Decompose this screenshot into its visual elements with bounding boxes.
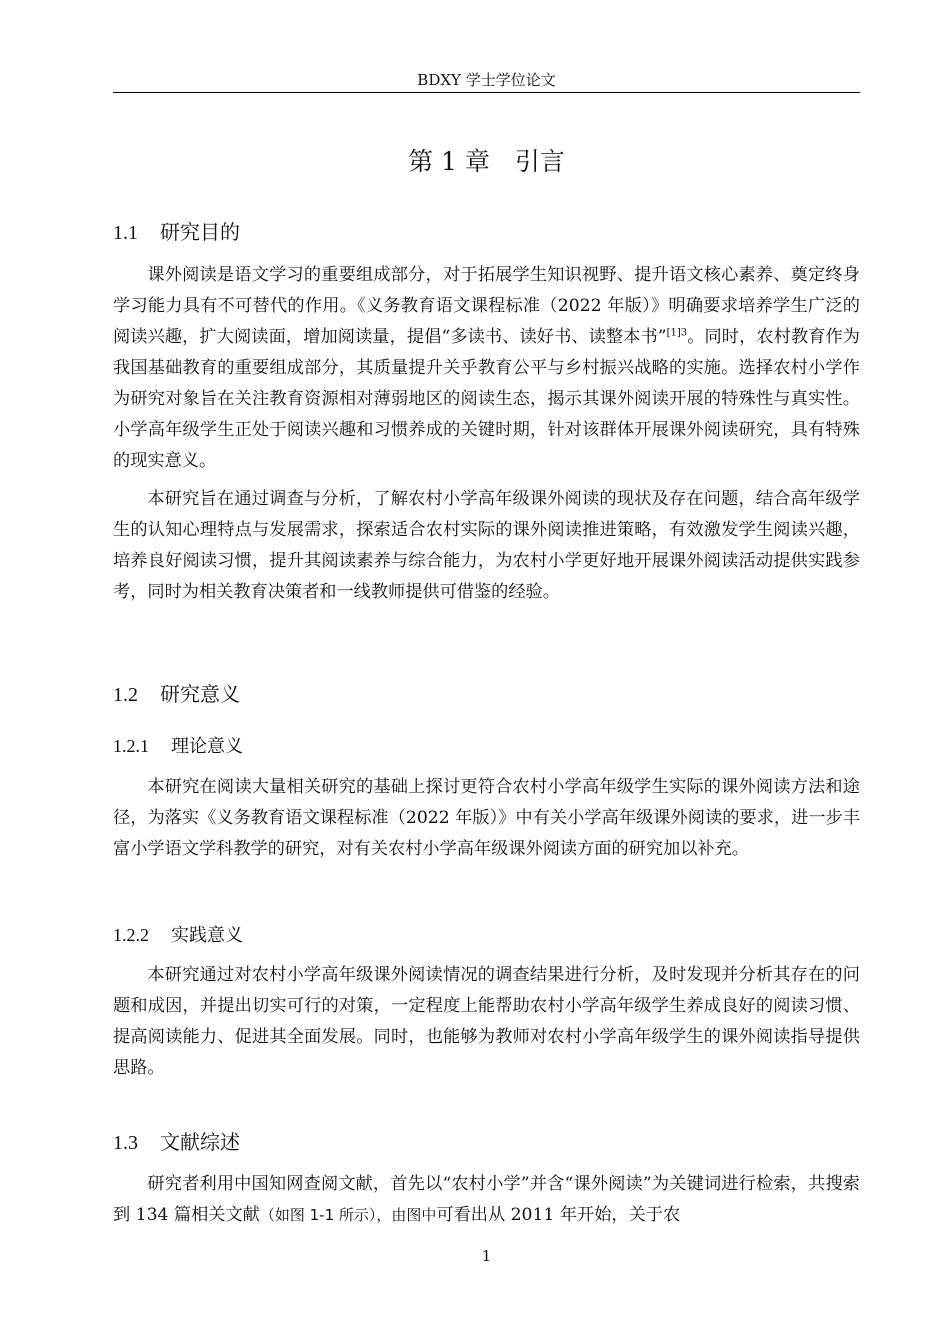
section-number: 1.2.1	[113, 736, 149, 756]
section-heading-1-3	[113, 1128, 240, 1157]
paragraph-purpose-1	[113, 260, 860, 477]
section-number: 1.3	[113, 1132, 138, 1154]
section-number: 1.2.2	[113, 925, 149, 945]
figure-reference: （如图 1-1 所示），由图中	[259, 1206, 437, 1224]
section-heading-1-1	[113, 218, 240, 247]
section-title: 研究目的	[160, 220, 240, 244]
paragraph-text: 可看出从 2011 年开始，关于农	[436, 1205, 681, 1225]
paragraph-text: 研究者利用中国知网查阅文献，首先以“农村小学”并含“课外阅读”为关键词进行检索，共搜索到 134 篇相关文献	[113, 1174, 860, 1225]
section-heading-1-2-2	[113, 922, 243, 949]
running-header: BDXY 学士学位论文	[417, 71, 556, 89]
header-divider	[113, 92, 860, 93]
paragraph-text: 课外阅读是语文学习的重要组成部分，对于拓展学生知识视野、提升语文核心素养、奠定终身学习能力具有不可替代的作用。《义务教育语文课程标准（2022 年版）》明确要求培养学生广泛的阅读兴趣，扩大阅读面，增加阅读量，提倡“多读书、读好书、读整本书”	[113, 265, 860, 347]
paragraph-purpose-2: 本研究旨在通过调查与分析，了解农村小学高年级课外阅读的现状及存在问题，结合高年级学生的认知心理特点与发展需求，探索适合农村实际的课外阅读推进策略，有效激发学生阅读兴趣，培养良好阅读习惯，提升其阅读素养与综合能力，为农村小学更好地开展课外阅读活动提供实践参考，同时为相关教育决策者和一线教师提供可借鉴的经验。	[113, 489, 860, 602]
paragraph-text: 。同时，农村教育作为我国基础教育的重要组成部分，其质量提升关乎教育公平与乡村振兴战略的实施。选择农村小学作为研究对象旨在关注教育资源相对薄弱地区的阅读生态，揭示其课外阅读开展的特殊性与真实性。小学高年级学生正处于阅读兴趣和习惯养成的关键时期，针对该群体开展课外阅读研究，具有特殊的现实意义。	[113, 327, 860, 471]
section-title: 研究意义	[160, 682, 240, 706]
paragraph-literature-review	[113, 1169, 860, 1231]
section-title: 理论意义	[171, 736, 243, 757]
section-number: 1.1	[113, 222, 138, 244]
paragraph-practical-significance: 本研究通过对农村小学高年级课外阅读情况的调查结果进行分析，及时发现并分析其存在的问题和成因，并提出切实可行的对策，一定程度上能帮助农村小学高年级学生养成良好的阅读习惯、提高阅读能力、促进其全面发展。同时，也能够为教师对农村小学高年级学生的课外阅读指导提供思路。	[113, 965, 860, 1078]
chapter-title: 第 1 章 引言	[408, 147, 565, 176]
section-heading-1-2	[113, 680, 240, 709]
section-heading-1-2-1	[113, 733, 243, 760]
section-title: 实践意义	[171, 925, 243, 946]
section-title: 文献综述	[160, 1130, 240, 1154]
citation-superscript: [1]3	[666, 327, 688, 339]
paragraph-theoretical-significance: 本研究在阅读大量相关研究的基础上探讨更符合农村小学高年级学生实际的课外阅读方法和途径，为落实《义务教育语文课程标准（2022 年版）》中有关小学高年级课外阅读的要求，进一步丰富小学语文学科教学的研究，对有关农村小学高年级课外阅读方面的研究加以补充。	[113, 777, 860, 859]
page-number: 1	[481, 1247, 492, 1265]
section-number: 1.2	[113, 684, 138, 706]
